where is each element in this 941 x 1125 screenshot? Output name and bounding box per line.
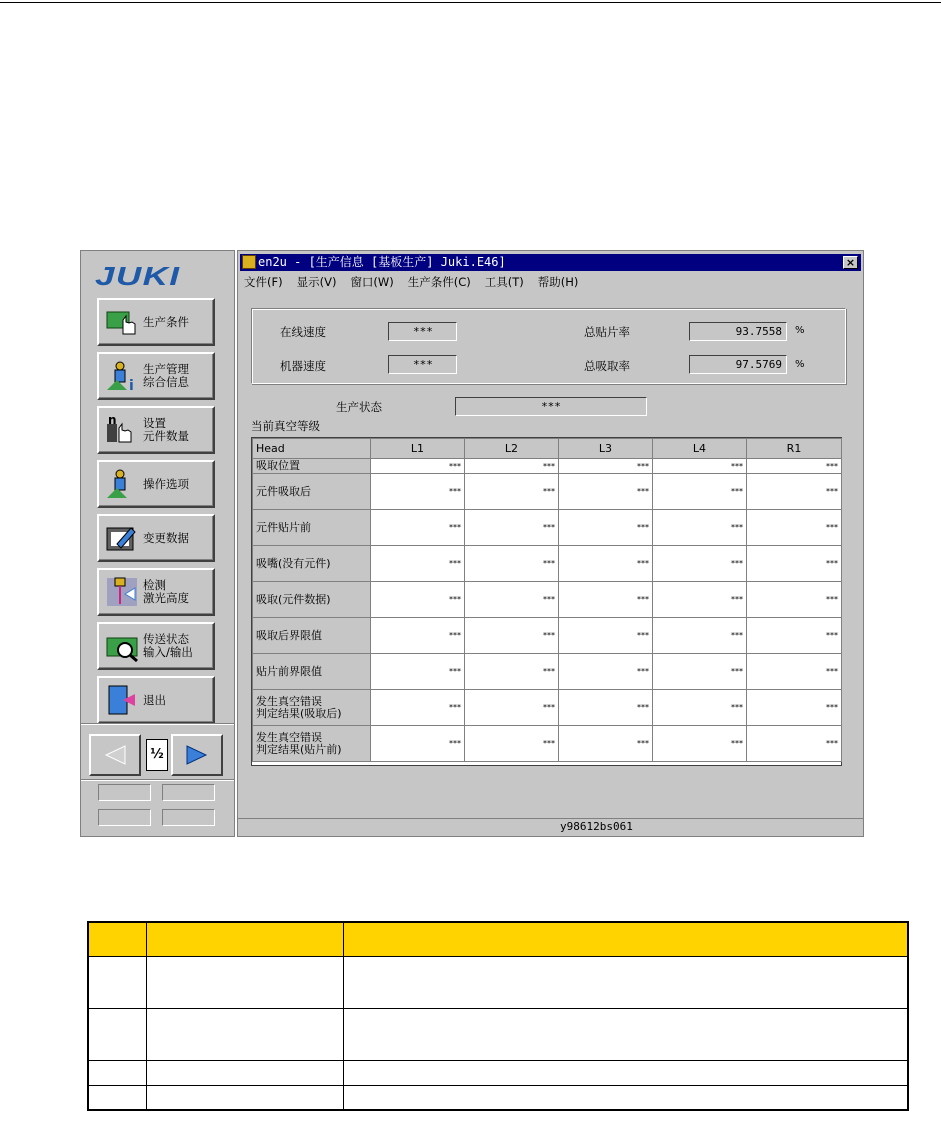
operator-info-icon [105,360,139,392]
menu-item[interactable]: 文件(F) [244,275,283,289]
vacuum-value-cell: *** [465,618,559,654]
production-info-window [237,250,864,837]
vacuum-value-cell: *** [465,474,559,510]
header-cell [88,922,146,956]
column-header: L2 [465,439,559,459]
vacuum-value-cell: *** [747,474,842,510]
table-cell [343,956,908,1008]
row-label: 吸嘴(没有元件) [253,546,371,582]
vacuum-value-cell: *** [465,546,559,582]
menu-button-6[interactable] [97,568,215,616]
prev-arrow-icon [103,745,127,765]
table-cell [88,1085,146,1110]
vacuum-value-cell: *** [559,510,653,546]
vacuum-value-cell: *** [465,582,559,618]
production-status-value: *** [455,397,647,416]
menu-item[interactable]: 帮助(H) [537,275,579,289]
row-label: 元件贴片前 [253,510,371,546]
table-cell [343,1085,908,1110]
row-label: 吸取后界限值 [253,618,371,654]
table-cell [146,956,343,1008]
title-bar[interactable] [240,254,861,271]
vacuum-value-cell: *** [371,654,465,690]
svg-text:i: i [129,378,134,392]
pick-rate-value: 97.5769 [689,355,787,374]
vacuum-value-cell: *** [653,726,747,762]
table-row [253,618,842,654]
vacuum-value-cell: *** [371,474,465,510]
line-speed-value: *** [388,322,457,341]
row-label: 元件吸取后 [253,474,371,510]
column-header: R1 [747,439,842,459]
top-rule [0,2,941,3]
vacuum-value-cell: *** [465,654,559,690]
menu-button-label: 生产管理 综合信息 [143,362,189,389]
mount-rate-value: 93.7558 [689,322,787,341]
status-bar-text: y98612bs061 [560,820,633,833]
menu-item[interactable]: 生产条件(C) [407,275,471,289]
vacuum-value-cell: *** [747,654,842,690]
vacuum-value-cell: *** [653,690,747,726]
vacuum-value-cell: *** [371,582,465,618]
vacuum-value-cell: *** [747,510,842,546]
status-box [98,784,151,801]
menu-button-1[interactable] [97,298,215,346]
row-label: 吸取(元件数据) [253,582,371,618]
mount-rate-label: 总贴片率 [584,325,630,339]
menu-button-8[interactable] [97,676,215,724]
rate-group [251,308,846,384]
row-label: 贴片前界限值 [253,654,371,690]
menu-button-7[interactable] [97,622,215,670]
table-row [253,690,842,726]
status-bar [238,818,863,836]
next-arrow-icon [185,745,209,765]
machine-speed-label: 机器速度 [280,359,326,373]
description-table [87,921,909,1111]
vacuum-value-cell: *** [747,582,842,618]
status-box [162,784,215,801]
menu-item[interactable]: 窗口(W) [350,275,394,289]
table-cell [343,1060,908,1085]
conveyor-io-icon [105,630,139,662]
row-label: 吸取位置 [253,459,371,474]
vacuum-value-cell: *** [559,690,653,726]
pick-rate-unit: % [795,359,805,370]
mount-rate-unit: % [795,325,805,336]
vacuum-value-cell: *** [559,654,653,690]
table-cell [88,1060,146,1085]
status-box [162,809,215,826]
vacuum-level-label: 当前真空等级 [251,419,320,433]
vacuum-value-cell: *** [559,546,653,582]
vacuum-value-cell: *** [747,618,842,654]
menu-button-label: 退出 [143,692,166,707]
exit-door-icon [105,684,139,716]
header-cell [146,922,343,956]
table-cell [88,956,146,1008]
operator-option-icon [105,468,139,500]
machine-speed-value: *** [388,355,457,374]
component-count-icon [105,414,139,446]
svg-text:n: n [108,414,117,427]
page-indicator: ½ [146,739,168,771]
vacuum-value-cell: *** [559,726,653,762]
vacuum-value-cell: *** [653,654,747,690]
table-row [253,654,842,690]
production-status-label: 生产状态 [336,400,382,414]
vacuum-value-cell: *** [371,726,465,762]
line-speed-label: 在线速度 [280,325,326,339]
divider [81,779,234,781]
table-row [253,582,842,618]
menu-item[interactable]: 显示(V) [296,275,337,289]
juki-logo: JUKI [95,261,181,291]
menu-button-label: 变更数据 [143,530,189,545]
menu-button-label: 生产条件 [143,314,189,329]
table-row [253,510,842,546]
menu-bar [244,274,578,290]
vacuum-value-cell: *** [371,459,465,474]
vacuum-value-cell: *** [559,459,653,474]
vacuum-value-cell: *** [747,690,842,726]
vacuum-value-cell: *** [465,510,559,546]
vacuum-value-cell: *** [653,546,747,582]
next-page-button[interactable] [171,734,223,776]
menu-button-label: 设置 元件数量 [143,416,189,443]
menu-button-2[interactable] [97,352,215,400]
laser-height-icon [105,576,139,608]
vacuum-value-cell: *** [747,459,842,474]
pointer-hand-green-block-icon [105,306,139,338]
vacuum-value-cell: *** [559,582,653,618]
header-cell [343,922,908,956]
menu-button-3[interactable] [97,406,215,454]
prev-page-button[interactable] [89,734,141,776]
divider [81,723,234,725]
menu-button-5[interactable] [97,514,215,562]
table-row [253,546,842,582]
menu-button-label: 操作选项 [143,476,189,491]
column-header: Head [253,439,371,459]
vacuum-table [251,437,842,766]
vacuum-value-cell: *** [653,510,747,546]
vacuum-value-cell: *** [747,546,842,582]
table-cell [146,1008,343,1060]
table-row [253,474,842,510]
menu-button-label: 检测 激光高度 [143,578,189,605]
vacuum-value-cell: *** [559,474,653,510]
status-box [98,809,151,826]
table-cell [146,1060,343,1085]
vacuum-value-cell: *** [653,582,747,618]
vacuum-value-cell: *** [371,546,465,582]
pick-rate-label: 总吸取率 [584,359,630,373]
row-label: 发生真空错误 判定结果(贴片前) [253,726,371,762]
column-header: L1 [371,439,465,459]
vacuum-value-cell: *** [747,726,842,762]
table-row [253,726,842,762]
row-label: 发生真空错误 判定结果(吸取后) [253,690,371,726]
vacuum-value-cell: *** [653,459,747,474]
table-cell [343,1008,908,1060]
vacuum-value-cell: *** [653,474,747,510]
left-panel [80,250,235,837]
menu-button-label: 传送状态 输入/输出 [143,632,193,659]
vacuum-value-cell: *** [465,459,559,474]
vacuum-value-cell: *** [559,618,653,654]
window-title: en2u - [生产信息 [基板生产] Juki.E46] [258,255,506,269]
table-cell [88,1008,146,1060]
column-header: L3 [559,439,653,459]
vacuum-value-cell: *** [653,618,747,654]
close-button[interactable]: × [843,256,858,269]
vacuum-value-cell: *** [465,690,559,726]
menu-button-4[interactable] [97,460,215,508]
vacuum-value-cell: *** [371,618,465,654]
vacuum-value-cell: *** [371,690,465,726]
menu-item[interactable]: 工具(T) [484,275,524,289]
table-cell [146,1085,343,1110]
vacuum-value-cell: *** [371,510,465,546]
table-row [253,459,842,474]
edit-data-icon [105,522,139,554]
vacuum-value-cell: *** [465,726,559,762]
column-header: L4 [653,439,747,459]
app-icon [242,255,256,269]
